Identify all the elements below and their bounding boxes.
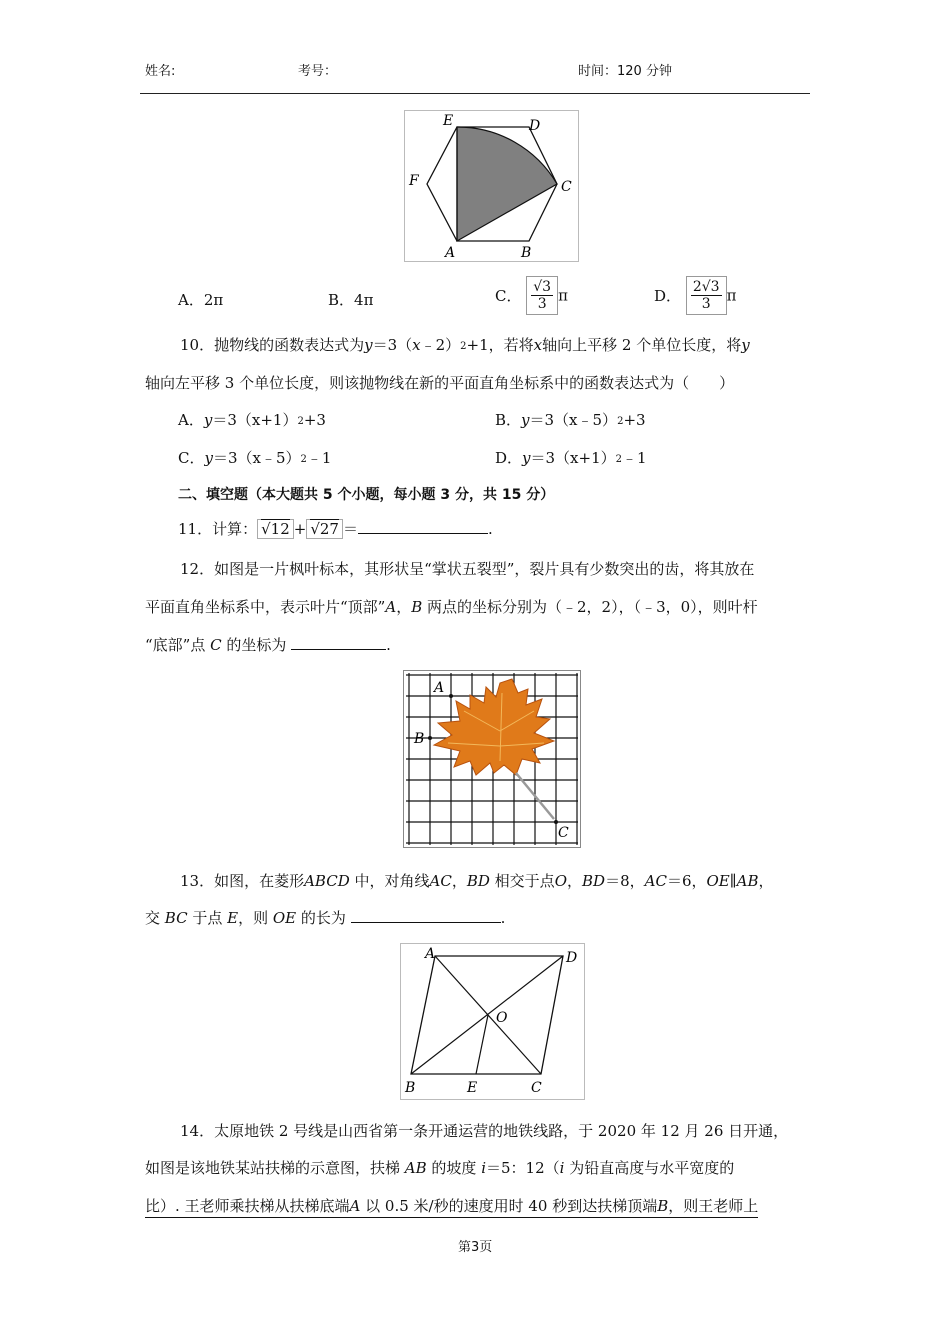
hexagon-figure [404, 110, 579, 262]
segment-OE [476, 1015, 488, 1074]
label-E: E [443, 113, 454, 129]
q13-answer-blank [351, 908, 501, 923]
q9-option-d: D． $\frac{2√3}{3}$ π [654, 276, 736, 315]
q10-option-a: A．y＝3（x+1）2+3 [178, 411, 326, 429]
sqrt-27: √27 [306, 519, 343, 539]
label-B: B [414, 731, 425, 747]
header-rule [140, 93, 810, 94]
label-O: O [496, 1010, 508, 1026]
label-D: D [529, 118, 541, 134]
q10-option-b: B．y＝3（x﹣5）2+3 [495, 411, 646, 429]
hexagon-diagram [405, 111, 578, 261]
q9-option-b: B．4π [328, 291, 374, 309]
q13-line-2: 交 BC 于点 E，则 OE 的长为 . [145, 909, 506, 927]
sqrt-12: √12 [257, 519, 294, 539]
time-label: 时间：120 分钟 [578, 64, 672, 79]
q9-option-a: A．2π [178, 291, 224, 309]
rhombus-diagram [401, 944, 584, 1099]
exam-number-label: 考号： [298, 64, 338, 79]
label-A: A [425, 946, 436, 962]
section-2-title: 二、填空题（本大题共 5 个小题，每小题 3 分，共 15 分） [178, 487, 555, 503]
q11-line: 11．计算： √12 + √27 ＝ . [178, 520, 493, 538]
maple-leaf-figure [403, 670, 581, 848]
q11-answer-blank [358, 519, 488, 534]
maple-leaf-grid [404, 671, 580, 847]
label-E: E [467, 1080, 478, 1096]
label-D: D [566, 950, 578, 966]
q12-answer-blank [291, 635, 386, 650]
q10-option-d: D．y＝3（x+1）2﹣1 [495, 449, 647, 467]
label-C: C [558, 825, 569, 841]
label-A: A [445, 245, 456, 261]
label-F: F [409, 173, 419, 189]
q14-line-1: 14．太原地铁 2 号线是山西省第一条开通运营的地铁线路，于 2020 年 12 月 26 日开通， [180, 1122, 789, 1140]
q9-option-c: C． $\frac{√3}{3}$ π [495, 276, 568, 315]
maple-leaf [434, 679, 554, 819]
q10-line-2: 轴向左平移 3 个单位长度，则该抛物线在新的平面直角坐标系中的函数表达式为（ ） [145, 374, 735, 392]
q12-line-3: “底部”点 C 的坐标为 . [145, 636, 391, 654]
q13-line-1: 13．如图，在菱形ABCD 中，对角线AC，BD 相交于点O，BD＝8，AC＝6，OE∥AB， [180, 872, 774, 890]
q12-line-1: 12．如图是一片枫叶标本，其形状呈“掌状五裂型”，裂片具有少数突出的齿，将其放在 [180, 560, 755, 578]
q14-line-2: 如图是该地铁某站扶梯的示意图，扶梯 AB 的坡度 i＝5：12（i 为铅直高度与水平宽度的 [145, 1159, 735, 1177]
label-A: A [434, 680, 445, 696]
label-B: B [521, 245, 532, 261]
q12-line-2: 平面直角坐标系中，表示叶片“顶部”A，B 两点的坐标分别为（﹣2，2），（﹣3，0），则叶杆 [145, 598, 758, 616]
label-B: B [405, 1080, 416, 1096]
q10-line-1: 10．抛物线的函数表达式为y＝3（x﹣2）2+1，若将x轴向上平移 2 个单位长度，将y [180, 336, 750, 354]
label-C: C [561, 179, 572, 195]
diagonal-BD [411, 956, 563, 1074]
rhombus-figure [400, 943, 585, 1100]
shaded-sector [457, 127, 557, 241]
q10-option-c: C．y＝3（x﹣5）2﹣1 [178, 449, 332, 467]
page-number: 第3页 [458, 1240, 493, 1255]
name-label: 姓名: [145, 64, 176, 79]
q14-line-3: 比）. 王老师乘扶梯从扶梯底端A 以 0.5 米/秒的速度用时 40 秒到达扶梯顶端B，则王老师上 [145, 1195, 758, 1218]
label-C: C [531, 1080, 542, 1096]
